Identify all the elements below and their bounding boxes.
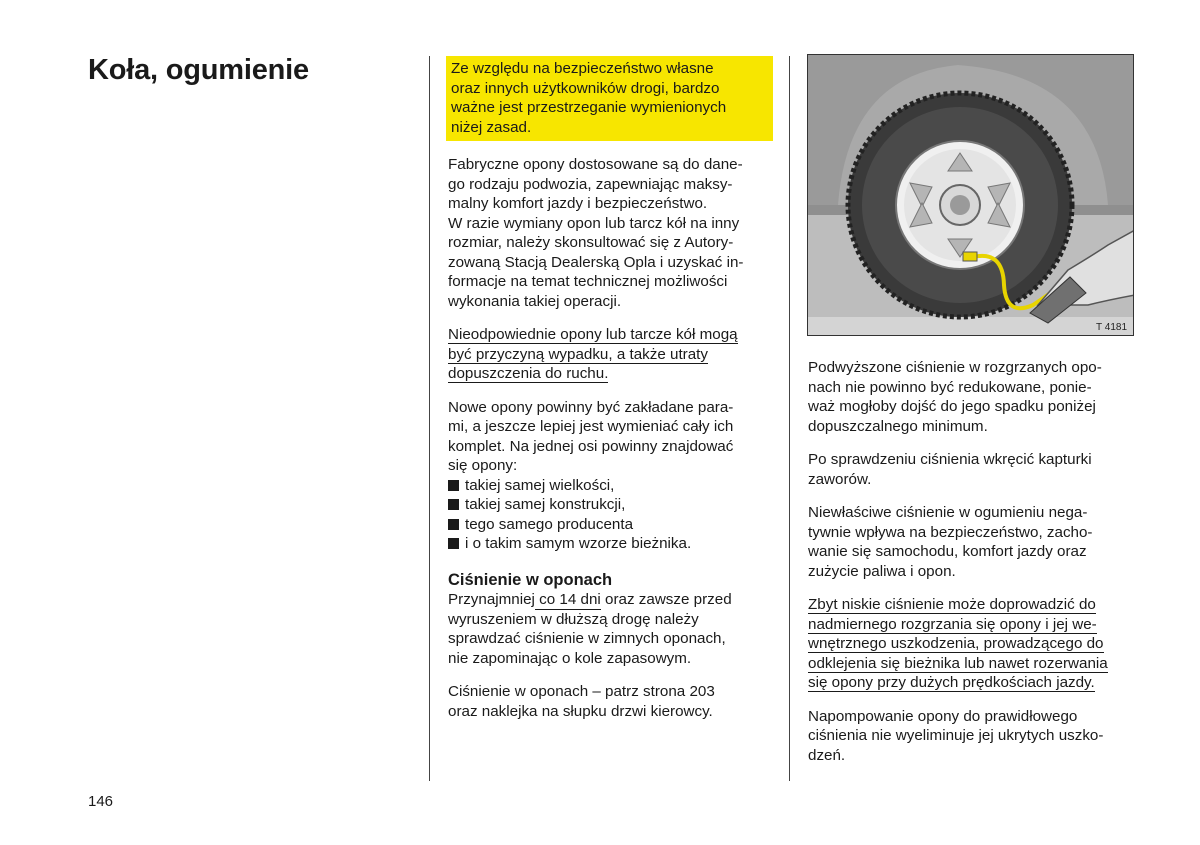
page-title: Koła, ogumienie [88, 54, 309, 86]
list-item [448, 534, 773, 554]
text-line: wanie się samochodu, komfort jazdy oraz [808, 543, 1087, 560]
text-line: nach nie powinno być redukowane, ponie- [808, 378, 1092, 396]
column-divider [429, 56, 430, 781]
tyre-inflation-illustration [807, 54, 1134, 336]
page-number: 146 [88, 793, 114, 810]
text-line: waż mogłoby dojść do jego spadku poniżej [808, 398, 1096, 415]
new-tyres-paragraph [448, 398, 773, 476]
underlined-line: wnętrznego uszkodzenia, prowadzącego do [808, 635, 1104, 652]
factory-tyres-paragraph [448, 155, 773, 311]
text-line: Ze względu na bezpieczeństwo własne [451, 60, 714, 77]
list-item [448, 515, 773, 535]
text-line: się opony: [448, 457, 518, 474]
safety-warning-box [446, 56, 773, 141]
list-item-text: takiej samej wielkości, [465, 476, 615, 494]
text-line: Fabryczne opony dostosowane są do dane- [448, 156, 743, 173]
bullet-square-icon [448, 499, 459, 510]
list-item [448, 476, 773, 496]
pressure-check-paragraph [448, 590, 773, 668]
text-line: formacje na temat technicznej możliwości [448, 273, 728, 290]
text-line: niżej zasad. [451, 118, 532, 136]
bullet-square-icon [448, 519, 459, 530]
text-line: oraz innych użytkowników drogi, bardzo [451, 79, 720, 97]
text-line: ciśnienia nie wyeliminuje jej ukrytych uszko- [808, 727, 1104, 744]
text-fragment: oraz zawsze przed [600, 591, 732, 608]
text-line: ważne jest przestrzeganie wymienionych [451, 99, 727, 116]
wheel-illustration-icon [808, 55, 1134, 336]
low-pressure-warning-paragraph [808, 595, 1134, 693]
text-line: mi, a jeszcze lepiej jest wymieniać cały ich [448, 418, 734, 435]
text-line: W razie wymiany opon lub tarcz kół na inny [448, 214, 740, 232]
text-line: zużycie paliwa i opon. [808, 562, 956, 580]
tyre-requirements-list [448, 476, 773, 554]
underlined-line: się opony przy dużych prędkościach jazdy. [808, 674, 1095, 691]
text-line: wyruszeniem w dłuższą drogę należy [448, 610, 699, 628]
text-line: oraz naklejka na słupku drzwi kierowcy. [448, 702, 713, 720]
text-line: Po sprawdzeniu ciśnienia wkręcić kapturki [808, 451, 1092, 468]
text-line: Ciśnienie w oponach – patrz strona 203 [448, 683, 715, 700]
list-item-text: i o takim samym wzorze bieżnika. [465, 535, 692, 552]
underlined-line: Nieodpowiednie opony lub tarcze kół mogą [448, 326, 738, 343]
text-line: go rodzaju podwozia, zapewniając maksy- [448, 175, 733, 193]
text-line: rozmiar, należy skonsultować się z Autory- [448, 234, 734, 251]
list-item-text: takiej samej konstrukcji, [465, 496, 626, 513]
bullet-square-icon [448, 538, 459, 549]
text-line: Nowe opony powinny być zakładane para- [448, 398, 734, 416]
incorrect-pressure-paragraph [808, 503, 1134, 581]
bullet-square-icon [448, 480, 459, 491]
warning-underlined-paragraph [448, 325, 773, 384]
text-fragment: Przynajmniej [448, 591, 535, 608]
text-column-right [808, 358, 1134, 765]
text-line: tywnie wpływa na bezpieczeństwo, zacho- [808, 523, 1093, 541]
text-column-left [448, 56, 773, 721]
text-line [448, 590, 773, 610]
underlined-line: nadmiernego rozgrzania się opony i jej we- [808, 615, 1097, 633]
text-line: wykonania takiej operacji. [448, 292, 622, 310]
underlined-line: dopuszczenia do ruchu. [448, 365, 609, 382]
text-line: zaworów. [808, 470, 872, 488]
list-item [448, 495, 773, 515]
hidden-damage-paragraph [808, 707, 1134, 766]
underlined-line: odklejenia się bieżnika lub nawet rozerwania [808, 654, 1108, 672]
column-divider [789, 56, 790, 781]
section-heading: Ciśnienie w oponach [448, 570, 613, 589]
list-item-text: tego samego producenta [465, 515, 634, 533]
text-line: Napompowanie opony do prawidłowego [808, 707, 1078, 725]
valve-caps-paragraph [808, 450, 1134, 489]
text-line: nie zapominając o kole zapasowym. [448, 649, 692, 667]
text-line: malny komfort jazdy i bezpieczeństwo. [448, 195, 708, 212]
underlined-line: być przyczyną wypadku, a także utraty [448, 345, 708, 363]
underlined-fragment: co 14 dni [534, 591, 601, 608]
pressure-reference-paragraph [448, 682, 773, 721]
underlined-line: Zbyt niskie ciśnienie może doprowadzić do [808, 596, 1096, 613]
text-line: dzeń. [808, 746, 846, 764]
text-line: Podwyższone ciśnienie w rozgrzanych opo- [808, 359, 1102, 376]
text-line: sprawdzać ciśnienie w zimnych oponach, [448, 630, 726, 647]
text-line: komplet. Na jednej osi powinny znajdować [448, 437, 734, 455]
text-line: dopuszczalnego minimum. [808, 417, 988, 435]
figure-label: T 4181 [1096, 322, 1127, 333]
text-line: Niewłaściwe ciśnienie w ogumieniu nega- [808, 504, 1088, 521]
text-line: zowaną Stacją Dealerską Opla i uzyskać in- [448, 253, 744, 271]
raised-pressure-paragraph [808, 358, 1134, 436]
